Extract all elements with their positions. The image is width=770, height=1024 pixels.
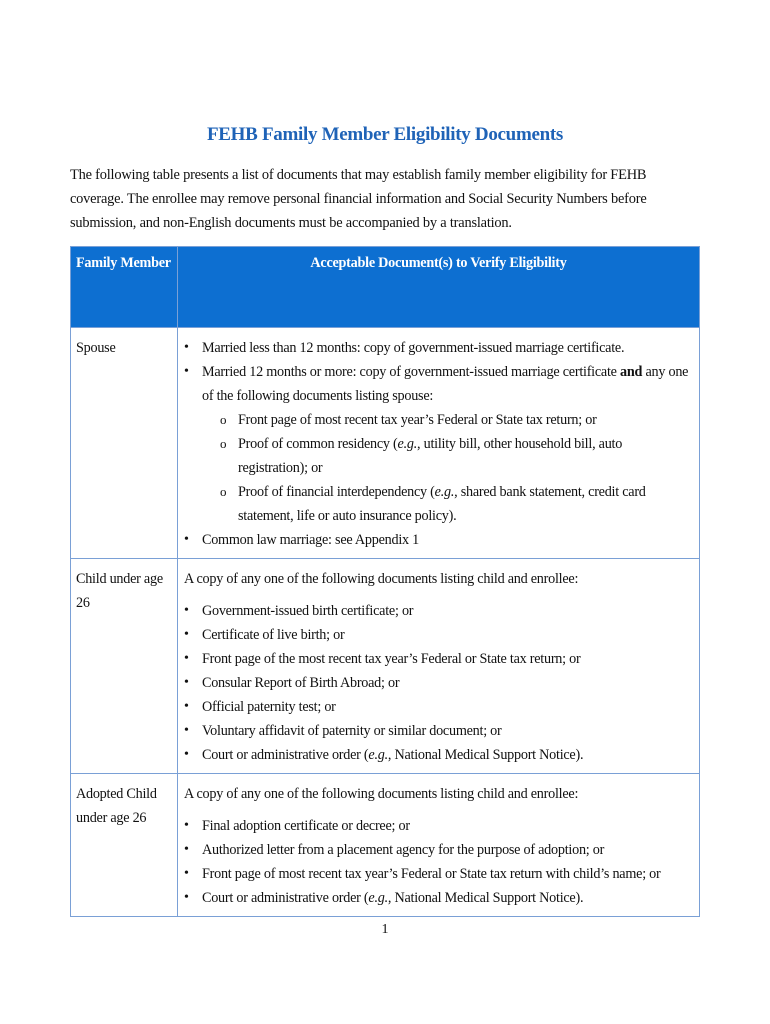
sub-list-item: o Proof of common residency (e.g., utility bill, other household bill, auto registration); or (202, 432, 693, 480)
list-item: • Front page of most recent tax year’s Federal or State tax return with child’s name; or (184, 862, 693, 886)
row-member-label: Adopted Child under age 26 (71, 774, 178, 917)
row-documents (178, 328, 700, 559)
list-item: • Common law marriage: see Appendix 1 (184, 528, 693, 552)
sub-list-item: o Proof of financial interdependency (e.g., shared bank statement, credit card statement, life or auto insurance policy). (202, 480, 693, 528)
intro-paragraph: The following table presents a list of documents that may establish family member eligibility for FEHB coverage. The enrollee may remove personal financial information and Social Security Numbers before submission, and non-English documents must be accompanied by a translation. (70, 167, 647, 231)
list-item: • Authorized letter from a placement agency for the purpose of adoption; or (184, 838, 693, 862)
row-lead-text: A copy of any one of the following documents listing child and enrollee: (184, 786, 579, 802)
row-documents (178, 774, 700, 917)
table-row (71, 328, 700, 559)
row-member-label: Child under age 26 (71, 559, 178, 774)
table-row (71, 774, 700, 917)
list-item: • Certificate of live birth; or (184, 623, 693, 647)
list-item: • Official paternity test; or (184, 695, 693, 719)
eligibility-table (70, 246, 700, 917)
sub-list-item: o Front page of most recent tax year’s Federal or State tax return; or (202, 408, 693, 432)
row-member-label: Spouse (71, 328, 178, 559)
list-item: • Consular Report of Birth Abroad; or (184, 671, 693, 695)
list-item: • Government-issued birth certificate; or (184, 599, 693, 623)
page-title: FEHB Family Member Eligibility Documents (206, 124, 563, 145)
list-item: • Voluntary affidavit of paternity or similar document; or (184, 719, 693, 743)
page-number: 1 (381, 922, 389, 937)
table-row (71, 559, 700, 774)
list-item: • Married less than 12 months: copy of government-issued marriage certificate. (184, 336, 693, 360)
list-item: • Court or administrative order (e.g., National Medical Support Notice). (184, 886, 693, 910)
row-lead-text: A copy of any one of the following documents listing child and enrollee: (184, 571, 579, 587)
row-documents (178, 559, 700, 774)
list-item: • Final adoption certificate or decree; or (184, 814, 693, 838)
list-item: • Married 12 months or more: copy of government-issued marriage certificate and any one of the following documents listing spouse: o Front page of most recent tax year’s Federal or State tax return; or o Proof of common residency (e.g., utility bill, other household bill, auto registration); or o Proof of financial interdependency (e.g., shared bank statement, credit card statement, life or auto insurance policy). (184, 360, 693, 528)
header-family-member: Family Member (71, 247, 178, 328)
list-item: • Front page of the most recent tax year’s Federal or State tax return; or (184, 647, 693, 671)
list-item: • Court or administrative order (e.g., National Medical Support Notice). (184, 743, 693, 767)
header-acceptable-documents: Acceptable Document(s) to Verify Eligibility (178, 247, 700, 328)
table-header-row (71, 247, 700, 328)
